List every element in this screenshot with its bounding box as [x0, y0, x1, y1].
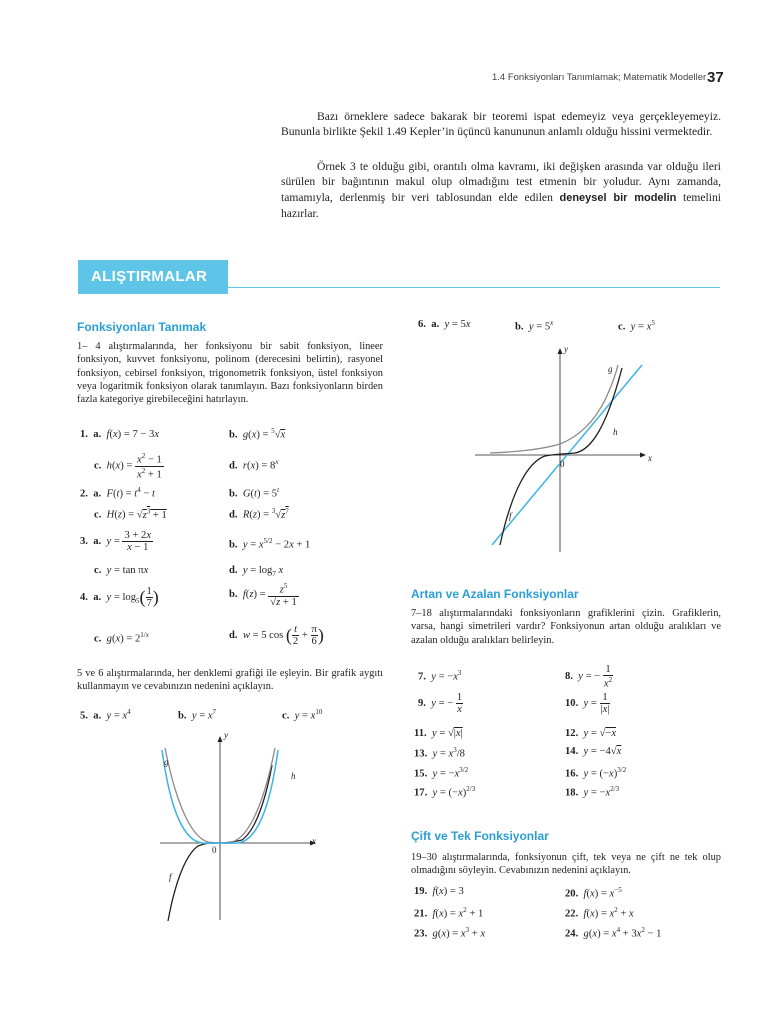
exercise-2c: c. $H(z) = √z^3 + 1$ [94, 507, 167, 521]
section2-instructions: 7–18 alıştırmalarındaki fonksiyonların grafiklerini çizin. Grafiklerin, varsa, hangi simetrileri vardır? Fonksiyonun artan olduğu aralıkları ve azalan olduğu aralıkları belirleyin. [411, 608, 721, 646]
exercise-10: 10. y = $\frac{1}{|x|}$ [565, 692, 610, 715]
label-h: h [613, 427, 618, 437]
exercise-2d: d. $R(z) = ^3√z^7$ [229, 507, 289, 521]
exercise-3c: c. y = tan πx [94, 565, 149, 576]
exercise-3d: d. $y = \log_7 x$ [229, 565, 284, 579]
origin-label: 0 [560, 459, 565, 469]
exercise-9: 9. y = − $\frac{1}{x}$ [418, 692, 463, 715]
graph-exercise-5 [150, 728, 325, 923]
label-g: g [164, 757, 169, 767]
exercise-6b: b. $y = 5^x$ [515, 319, 554, 333]
exercise-4d: d. w = 5 cos ( $\frac{t}{2}$ + $\frac{\pi}{6}$ ) [229, 624, 324, 647]
exercise-24: 24. $g(x) = x^4 + 3x^2 - 1$ [565, 926, 662, 940]
exercise-2a: 2. a. $F(t) = t^4 - t$ [80, 486, 155, 500]
y-axis-arrow [218, 736, 223, 742]
exercise-21: 21. $f(x) = x^2 + 1$ [414, 906, 484, 920]
label-h: h [291, 771, 296, 781]
exercise-1b: b. g(x) = $^5$√x [229, 427, 286, 441]
intro-p2-text-end: temelini hazırlar. [281, 190, 721, 221]
exercise-4a: 4. a. $y = \log_5$( $\frac{1}{7}$ ) [80, 586, 159, 609]
section1-instructions: 1– 4 alıştırmalarında, her fonksiyonu bir sabit fonksiyon, lineer fonksiyon, kuvvet fonksiyonu, polinom (derecesini belirtin), rasyonel fonksiyon, cebirsel fonksiyon, trigonometrik fonksiyon, üstel fonksiyon veya logaritmik fonksiyon olarak tanımlayın. Bazı fonksiyonların birden fazla kategoriye girebileceğini hatırlayın. [77, 341, 383, 406]
exercise-14: 14. y = −4√x [565, 746, 622, 757]
exercise-1a: 1. a. f(x) = 7 − 3x [80, 429, 160, 440]
exercise-23: 23. $g(x) = x^3 + x$ [414, 926, 486, 940]
label-g: g [608, 364, 613, 374]
exercise-6a: 6. a. y = 5x [418, 319, 471, 330]
exercise-16: 16. $y = (-x)^{3/2}$ [565, 766, 627, 780]
intro-p2-text: Örnek 3 te olduğu gibi, orantılı olma kavramı, iki değişken arasında var olduğu ileri sürülen bir bağıntının makul olup olmadığını test etmenin bir yoludur. Aynı zamanda, tamamıyla, derlenmiş bir veri tablosundan elde edilen [281, 160, 721, 204]
exercise-3a: 3. a. y = $\frac{3 + 2x}{x - 1}$ [80, 530, 152, 553]
exercise-19: 19. f(x) = 3 [414, 886, 464, 897]
exercise-11: 11. y = √|x| [414, 728, 463, 739]
exercise-1d: d. $r(x) = 8^x$ [229, 458, 279, 472]
exercise-15: 15. $y = -x^{3/2}$ [414, 766, 469, 780]
exercise-5a: 5. a. $y = x^4$ [80, 708, 131, 722]
label-f: f [169, 872, 172, 882]
exercise-8: 8. y = − $\frac{1}{x^2}$ [565, 664, 613, 690]
label-f: f [509, 511, 512, 521]
exercise-7: 7. $y = -x^3$ [418, 669, 462, 683]
x-axis-label: x [312, 836, 316, 846]
graph-exercise-6 [470, 340, 660, 555]
exercise-3b: b. $y = x^{5/2} - 2x + 1$ [229, 537, 311, 551]
y-axis-label: y [564, 344, 568, 354]
intro-paragraph-1: Bazı örneklere sadece bakarak bir teoremi ispat edemeyiz veya gerçekleyemeyiz. Bununla birlikte Şekil 1.49 Kepler’in üçüncü kanununun anlamlı olduğu hissini vermektedir. [281, 110, 721, 139]
exercise-6c: c. $y = x^5$ [618, 319, 655, 333]
section-title-recognizing-functions: Fonksiyonları Tanımak [77, 320, 207, 334]
exercise-4c: c. $g(x) = 2^{1/x}$ [94, 631, 149, 645]
section-title-increasing-decreasing: Artan ve Azalan Fonksiyonlar [411, 587, 579, 601]
x-axis-arrow [640, 453, 646, 458]
origin-label: 0 [212, 845, 217, 855]
curve-h [500, 368, 622, 545]
exercise-12: 12. y = √−x [565, 728, 617, 739]
running-header: 1.4 Fonksiyonları Tanımlamak; Matematik Modeller [492, 72, 707, 83]
y-axis-arrow [558, 348, 563, 354]
intro-p2-bold: deneysel bir modelin [559, 191, 677, 204]
exercise-13: 13. $y = x^3/8$ [414, 746, 465, 760]
intro-paragraph-2 [281, 159, 721, 222]
section-title-even-odd: Çift ve Tek Fonksiyonlar [411, 829, 549, 843]
exercise-22: 22. $f(x) = x^2 + x$ [565, 906, 634, 920]
exercise-1c: c. h(x) = $\frac{x^2 - 1}{x^2 + 1}$ [94, 452, 162, 481]
curve-g [490, 365, 618, 453]
exercise-20: 20. $f(x) = x^{-5}$ [565, 886, 622, 900]
exercise-5c: c. $y = x^{10}$ [282, 708, 323, 722]
x-axis-label: x [648, 453, 652, 463]
y-axis-label: y [224, 730, 228, 740]
section3-instructions: 19–30 alıştırmalarında, fonksiyonun çift, tek veya ne çift ne tek olup olmadığını söyleyin. Cevabınızın nedenini açıklayın. [411, 852, 721, 877]
exercise-4b: b. f(z) = $\frac{z^5}{√z + 1}$ [229, 582, 297, 608]
page-number: 37 [707, 69, 724, 86]
exercise-2b: b. $G(t) = 5^t$ [229, 486, 280, 500]
exercise-17: 17. $y = (-x)^{2/3}$ [414, 785, 476, 799]
exercise-5b: b. $y = x^7$ [178, 708, 217, 722]
exercise-18: 18. $y = -x^{2/3}$ [565, 785, 620, 799]
banner-rule [228, 287, 720, 288]
graph-match-instructions: 5 ve 6 alıştırmalarında, her denklemi grafiği ile eşleyin. Bir grafik aygıtı kullanmayın ve cevabınızın nedenini açıklayın. [77, 668, 383, 693]
exercises-banner: ALIŞTIRMALAR 1.4 [78, 260, 228, 294]
